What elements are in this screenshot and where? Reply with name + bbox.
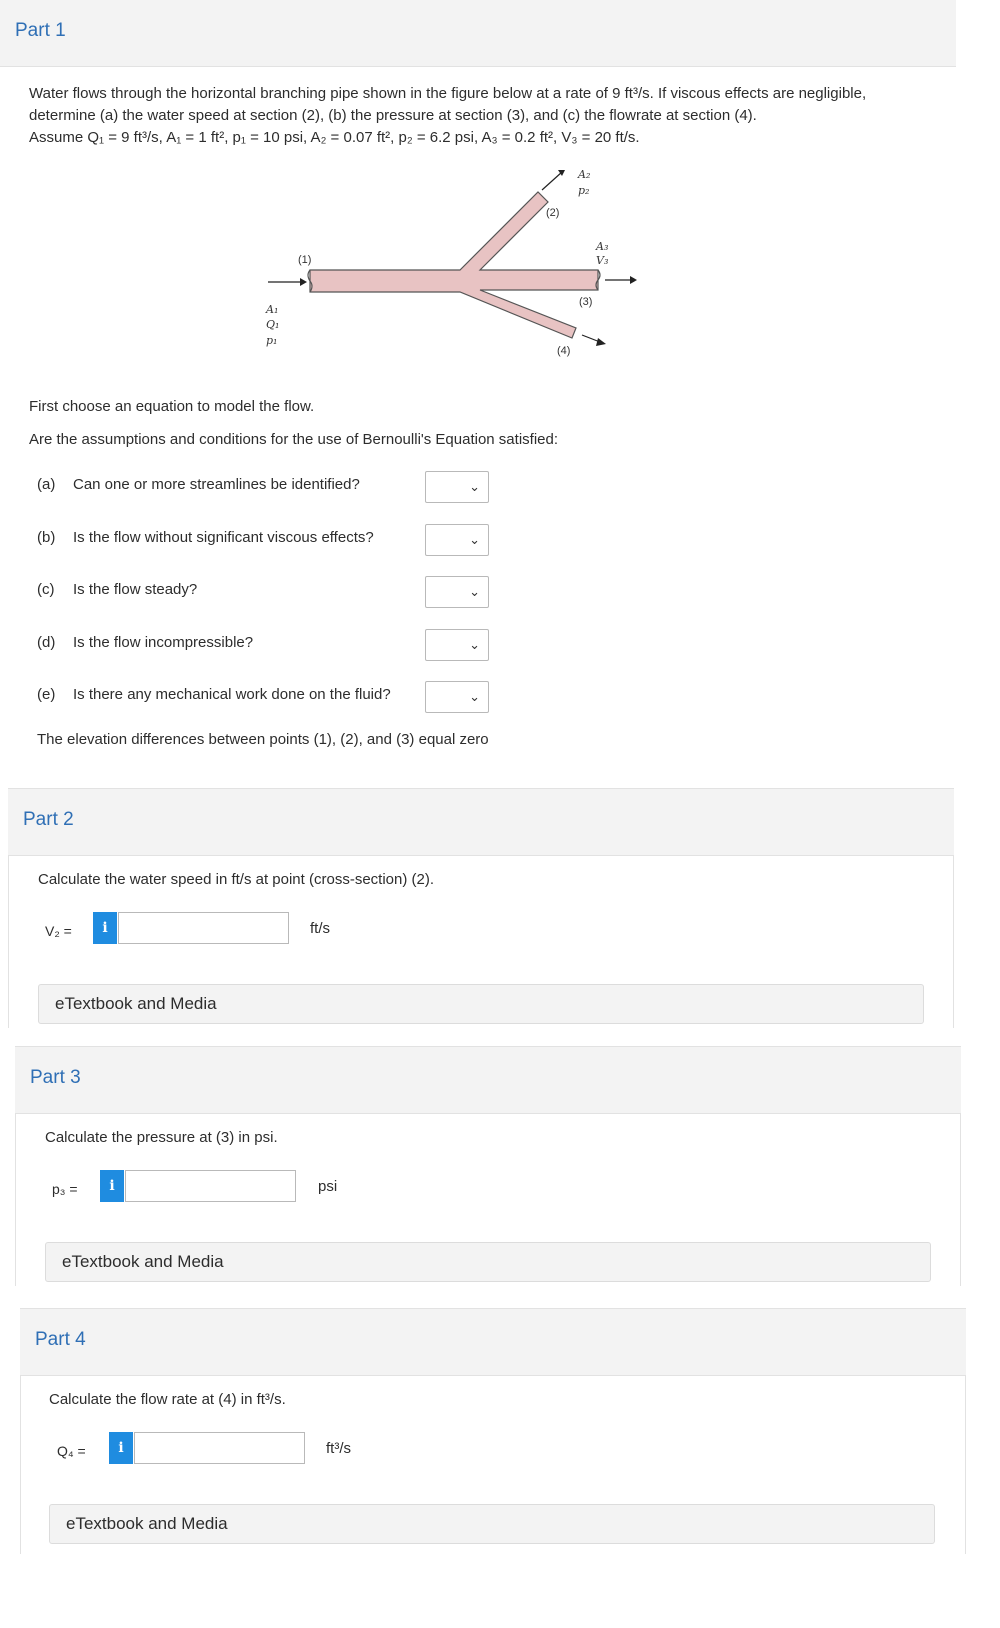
intro-text-2: Are the assumptions and conditions for the use of Bernoulli's Equation satisfied:: [29, 431, 559, 448]
q4-unit: ft³/s: [326, 1440, 351, 1457]
arrow-in: [268, 278, 307, 286]
question-text: Can one or more streamlines be identified?: [73, 476, 360, 493]
etextbook-label: eTextbook and Media: [55, 994, 217, 1013]
part1-header: [0, 0, 956, 67]
answer-select-b[interactable]: [425, 524, 489, 556]
intro-text-1: First choose an equation to model the flow.: [29, 398, 315, 415]
info-icon[interactable]: i: [100, 1170, 124, 1202]
label-A3: A₃: [596, 240, 609, 253]
info-icon[interactable]: i: [109, 1432, 133, 1464]
label-p2: p₂: [578, 184, 590, 197]
chevron-down-icon: ⌄: [469, 532, 480, 547]
part3-header: [15, 1046, 961, 1114]
question-d: [37, 634, 253, 651]
info-icon[interactable]: i: [93, 912, 117, 944]
chevron-down-icon: ⌄: [469, 479, 480, 494]
label-section-1: (1): [298, 254, 312, 266]
elevation-note: The elevation differences between points (1), (2), and (3) equal zero: [37, 731, 489, 748]
problem-line-1: Water flows through the horizontal branching pipe shown in the figure below at a rate of 9 ft³/s. If viscous effects are negligible,: [29, 85, 867, 102]
label-V3: V₃: [596, 254, 609, 267]
v2-answer-input[interactable]: [118, 912, 289, 944]
arrow-4: [582, 335, 606, 346]
p3-answer-input[interactable]: [125, 1170, 296, 1202]
question-e: [37, 686, 391, 703]
part3-prompt: Calculate the pressure at (3) in psi.: [45, 1129, 278, 1146]
question-letter: (b): [37, 529, 56, 546]
label-section-2: (2): [546, 207, 560, 219]
question-text: Is the flow incompressible?: [73, 634, 254, 651]
answer-select-c[interactable]: [425, 576, 489, 608]
part2-header: [8, 788, 954, 856]
arrow-3: [605, 276, 637, 284]
etextbook-media-button[interactable]: [49, 1504, 935, 1544]
v2-unit: ft/s: [310, 920, 331, 937]
question-b: [37, 529, 374, 546]
label-Q1: Q₁: [266, 318, 280, 331]
chevron-down-icon: ⌄: [469, 584, 480, 599]
label-A1: A₁: [266, 303, 279, 316]
answer-select-e[interactable]: [425, 681, 489, 713]
part1-title: Part 1: [15, 20, 66, 41]
label-A2: A₂: [578, 170, 591, 181]
question-text: Is the flow without significant viscous effects?: [73, 529, 374, 546]
label-section-4: (4): [557, 345, 571, 357]
q4-answer-input[interactable]: [134, 1432, 305, 1464]
problem-line-3: Assume Q₁ = 9 ft³/s, A₁ = 1 ft², p₁ = 10 psi, A₂ = 0.07 ft², p₂ = 6.2 psi, A₃ = 0.2 ft², V₃ = 20 ft/s.: [29, 129, 640, 146]
part4-prompt: Calculate the flow rate at (4) in ft³/s.: [49, 1391, 286, 1408]
question-letter: (a): [37, 476, 56, 493]
p3-label: p₃ =: [52, 1181, 78, 1197]
part4-header: [20, 1308, 966, 1376]
question-letter: (c): [37, 581, 55, 598]
problem-line-2: determine (a) the water speed at section (2), (b) the pressure at section (3), and (c) the flowrate at section (4).: [29, 107, 757, 124]
q4-label: Q₄ =: [57, 1443, 86, 1459]
chevron-down-icon: ⌄: [469, 689, 480, 704]
etextbook-label: eTextbook and Media: [62, 1252, 224, 1271]
part3-title: Part 3: [30, 1067, 81, 1088]
question-c: [37, 581, 197, 598]
part2-title: Part 2: [23, 809, 74, 830]
question-text: Is the flow steady?: [73, 581, 198, 598]
branching-pipe-diagram: [260, 170, 680, 370]
part4-title: Part 4: [35, 1329, 86, 1350]
etextbook-media-button[interactable]: [45, 1242, 931, 1282]
label-section-3: (3): [579, 296, 593, 308]
chevron-down-icon: ⌄: [469, 637, 480, 652]
p3-unit: psi: [318, 1178, 338, 1195]
question-letter: (d): [37, 634, 56, 651]
etextbook-media-button[interactable]: [38, 984, 924, 1024]
question-text: Is there any mechanical work done on the fluid?: [73, 686, 391, 703]
answer-select-a[interactable]: [425, 471, 489, 503]
question-letter: (e): [37, 686, 56, 703]
v2-label: V₂ =: [45, 923, 72, 939]
arrow-2: [542, 170, 566, 190]
label-p1: p₁: [266, 334, 278, 347]
part2-prompt: Calculate the water speed in ft/s at point (cross-section) (2).: [38, 871, 435, 888]
etextbook-label: eTextbook and Media: [66, 1514, 228, 1533]
question-a: [37, 476, 360, 493]
answer-select-d[interactable]: [425, 629, 489, 661]
